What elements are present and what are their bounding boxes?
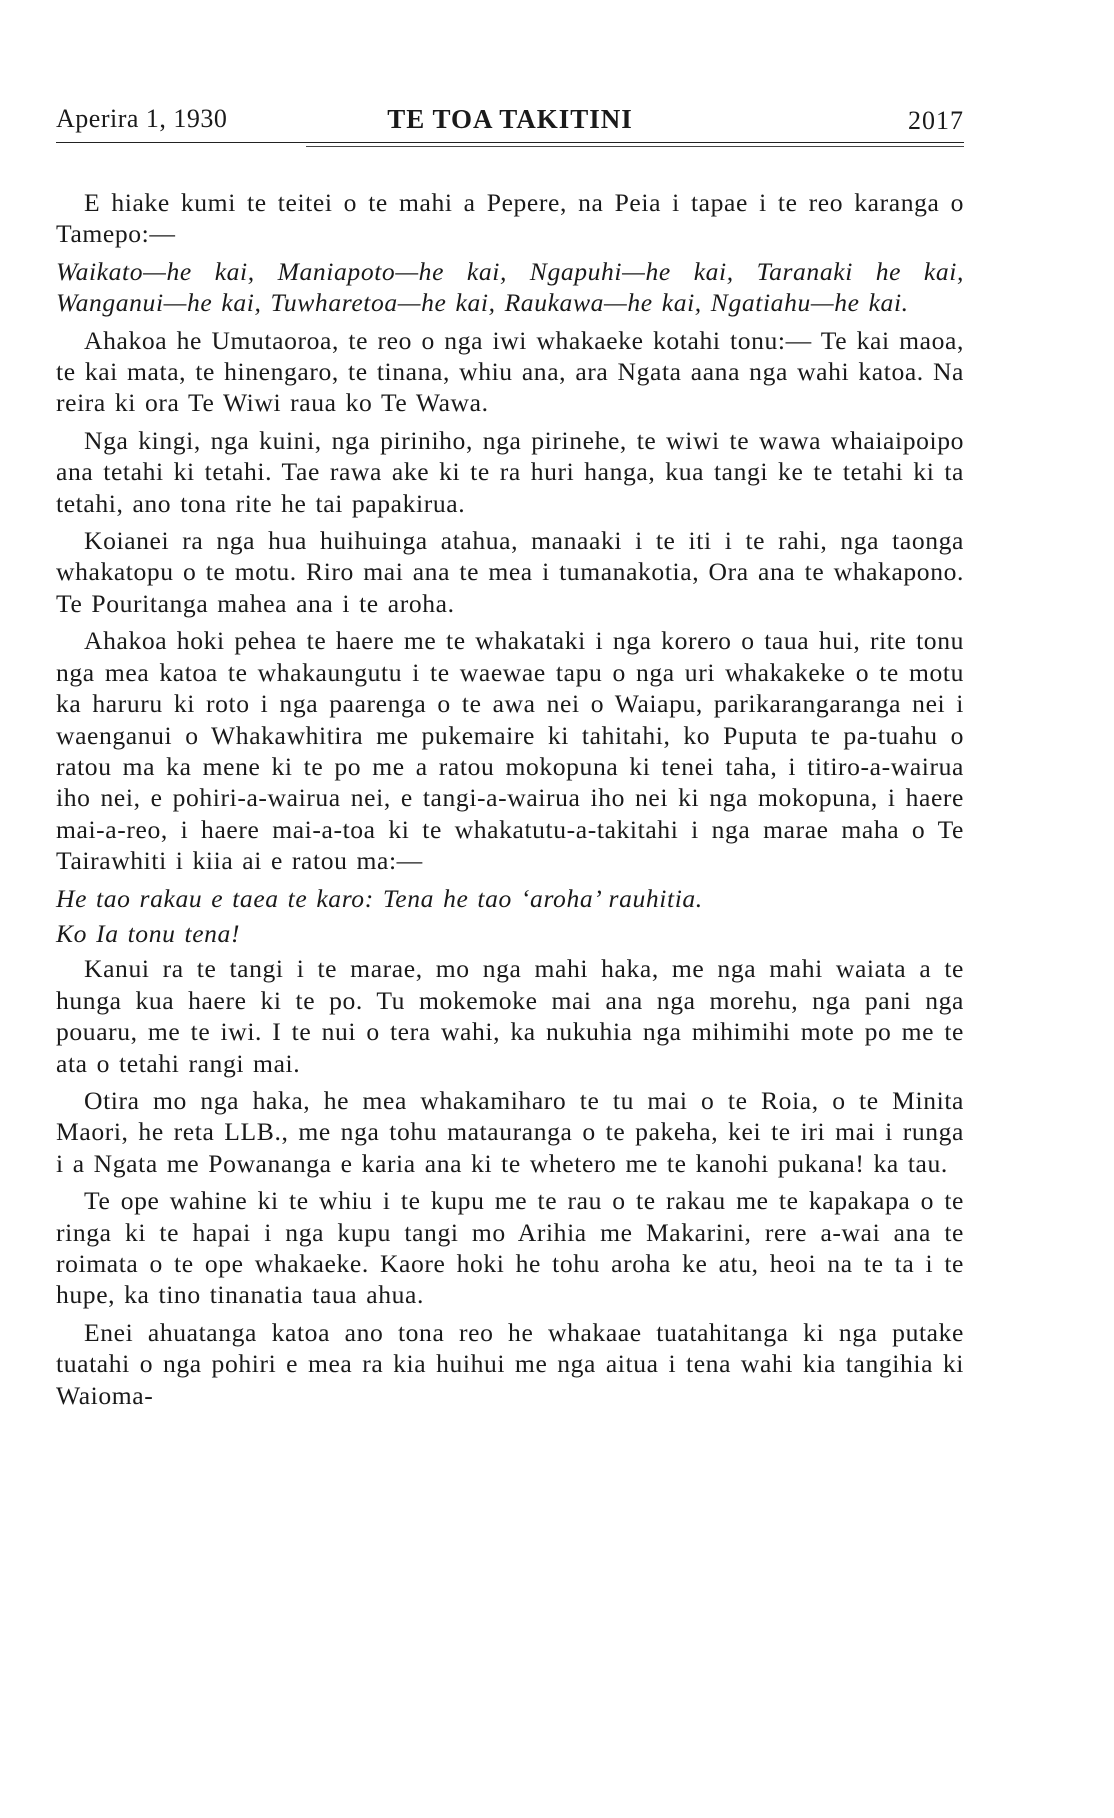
paragraph-2-italic: Waikato—he kai, Maniapoto—he kai, Ngapuhi—he kai, Taranaki he kai, Wanganui—he kai, Tuwharetoa—he kai, Raukawa—he kai, Ngatiahu—he kai. <box>56 256 964 318</box>
paragraph-6: Ahakoa hoki pehea te haere me te whakataki i nga korero o taua hui, rite tonu nga mea katoa te whakaungutu i te waewae tapu o nga uri whakakeke o te motu ka haruru ki roto i nga paarenga o te awa nei o Waiapu, parikarangaranga nei i waenganui o Whakawhitira me pukemaire ki tahitahi, ko Puputa te pa-tuahu o ratou ma ka mene ki te po me a ratou mokopuna ki tenei taha, i titiro-a-wairua iho nei, e pohiri-a-wairua nei, e tangi-a-wairua iho nei ki nga mokopuna, i haere mai-a-reo, i haere mai-a-toa ki te whakatutu-a-takitahi i nga marae maha o Te Tairawhiti i kiia ai e ratou ma:— <box>56 626 964 876</box>
running-head <box>56 104 964 140</box>
verse-line-1: He tao rakau e taea te karo: Tena he tao ‘aroha’ rauhitia. <box>56 883 703 913</box>
page <box>56 104 964 1417</box>
paragraph-9: Otira mo nga haka, he mea whakamiharo te tu mai o te Roia, o te Minita Maori, he reta LLB., me nga tohu matauranga o te pakeha, kei te iri mai i runga i a Ngata me Powananga e karia ana ki te whetero me te kanohi pukana! ka tau. <box>56 1085 964 1178</box>
header-rule-secondary <box>306 146 964 147</box>
header-page-number: 2017 <box>908 106 964 135</box>
paragraph-10: Te ope wahine ki te whiu i te kupu me te rau o te rakau me te kapakapa o te ringa ki te hapai i nga kupu tangi mo Arihia me Makarini, rere a-wai ana te roimata o te ope whakaeke. Kaore hoki he tohu aroha ke atu, heoi na te ta i te hupe, ka tino tinanatia taua ahua. <box>56 1186 964 1310</box>
paragraph-5: Koianei ra nga hua huihuinga atahua, manaaki i te iti i te rahi, nga taonga whakatopu o te motu. Riro mai ana te mea i tumanakotia, Ora ana te whakapono. Te Pouritanga mahea ana i te aroha. <box>56 526 964 618</box>
header-rule <box>56 142 964 143</box>
paragraph-8: Kanui ra te tangi i te marae, mo nga mahi haka, me nga mahi waiata a te hunga kua haere ki te po. Tu mokemoke mai ana nga morehu, nga pani nga pouaru, me te iwi. I te nui o tera wahi, ka nukuhia nga mihimihi mote po me te ata o tetahi rangi mai. <box>56 954 964 1078</box>
header-title: TE TOA TAKITINI <box>387 104 633 134</box>
article-body <box>56 187 964 1411</box>
header-date: Aperira 1, 1930 <box>56 104 228 133</box>
paragraph-1: E hiake kumi te teitei o te mahi a Pepere, na Peia i tapae i te reo karanga o Tamepo:— <box>56 188 964 249</box>
paragraph-4: Nga kingi, nga kuini, nga piriniho, nga pirinehe, te wiwi te wawa whaiaipoipo ana tetahi ki tetahi. Tae rawa ake ki te ra huri hanga, kua tangi ke te tetahi ki ta tetahi, ano tona rite he tai papakirua. <box>56 425 964 518</box>
paragraph-11: Enei ahuatanga katoa ano tona reo he whakaae tuatahitanga ki nga putake tuatahi o nga pohiri e mea ra kia huihui me nga aitua i tena wahi kia tangihia ki Waioma- <box>56 1317 964 1410</box>
verse-line-2: Ko Ia tonu tena! <box>56 918 241 948</box>
paragraph-3: Ahakoa he Umutaoroa, te reo o nga iwi whakaeke kotahi tonu:— Te kai maoa, te kai mata, te hinengaro, te tinana, whiu ana, ara Ngata aana nga wahi katoa. Na reira ki ora Te Wiwi raua ko Te Wawa. <box>56 325 964 418</box>
